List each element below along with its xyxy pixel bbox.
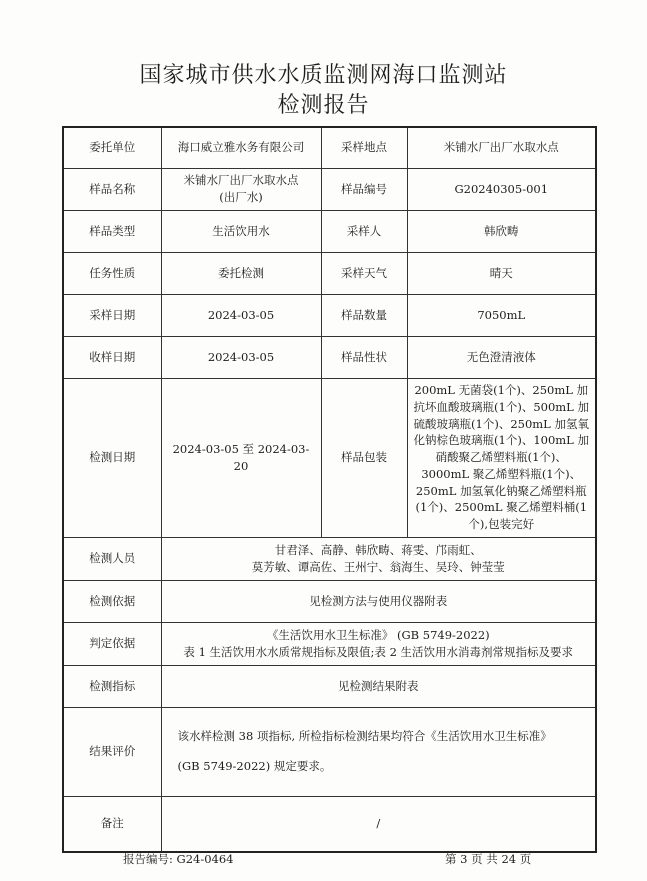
- sample-name-label: 样品名称: [63, 168, 161, 210]
- table-row: [63, 622, 596, 665]
- test-date-label: 检测日期: [63, 378, 161, 537]
- judge-label: 判定依据: [63, 622, 161, 665]
- sample-name-value: [161, 168, 321, 210]
- eval-label: 结果评价: [63, 707, 161, 796]
- weather-label: 采样天气: [321, 252, 407, 294]
- qty-value: 7050mL: [407, 294, 596, 336]
- report-org-title: 国家城市供水水质监测网海口监测站: [139, 63, 508, 88]
- page-indicator: 第 3 页 共 24 页: [445, 852, 532, 866]
- receipt-date-label: 收样日期: [63, 336, 161, 378]
- table-row: [63, 252, 596, 294]
- table-row: [63, 168, 596, 210]
- table-row: [63, 580, 596, 622]
- eval-value: [161, 707, 596, 796]
- note-label: 备注: [63, 796, 161, 852]
- table-row: [63, 336, 596, 378]
- note-value: /: [161, 796, 596, 852]
- sample-type-value: 生活饮用水: [161, 210, 321, 252]
- weather-value: 晴天: [407, 252, 596, 294]
- sampling-date-label: 采样日期: [63, 294, 161, 336]
- client-value: 海口威立雅水务有限公司: [161, 127, 321, 168]
- sample-name-line2: (出厂水): [219, 190, 263, 204]
- table-row: [63, 127, 596, 168]
- sample-name-line1: 米铺水厂出厂水取水点: [183, 173, 299, 188]
- sampler-label: 采样人: [321, 210, 407, 252]
- sample-no-value: G20240305-001: [407, 168, 596, 210]
- judge-value: [161, 622, 596, 665]
- staff-line2: 莫芳敏、谭高佐、王州宁、翁海生、吴玲、钟莹莹: [251, 559, 505, 574]
- table-row: [63, 537, 596, 580]
- appearance-value: 无色澄清液体: [407, 336, 596, 378]
- table-row: [63, 378, 596, 537]
- site-label: 采样地点: [321, 127, 407, 168]
- indicator-label: 检测指标: [63, 665, 161, 707]
- site-value: 米铺水厂出厂水取水点: [407, 127, 596, 168]
- staff-label: 检测人员: [63, 537, 161, 580]
- qty-label: 样品数量: [321, 294, 407, 336]
- client-label: 委托单位: [63, 127, 161, 168]
- sampler-value: 韩欣畴: [407, 210, 596, 252]
- task-value: 委托检测: [161, 252, 321, 294]
- staff-line1: 甘君泽、高静、韩欣畴、蒋雯、邝雨虹、: [274, 542, 482, 557]
- sample-type-label: 样品类型: [63, 210, 161, 252]
- sampling-date-value: 2024-03-05: [161, 294, 321, 336]
- test-date-value: 2024-03-05 至 2024-03-20: [161, 378, 321, 537]
- receipt-date-value: 2024-03-05: [161, 336, 321, 378]
- table-row: [63, 707, 596, 796]
- indicator-value: 见检测结果附表: [161, 665, 596, 707]
- packaging-value: 200mL 无菌袋(1个)、250mL 加抗坏血酸玻璃瓶(1个)、500mL 加硫酸玻璃瓶(1个)、250mL 加氢氧化钠棕色玻璃瓶(1个)、100mL 加硝酸聚乙烯塑料瓶(1个)、3000mL 聚乙烯塑料瓶(1个)、250mL 加氢氧化钠聚乙烯塑料瓶(1个)、2500mL 聚乙烯塑料桶(1个),包装完好: [407, 378, 596, 537]
- table-row: [63, 294, 596, 336]
- report-table: [62, 126, 597, 853]
- eval-line1: 该水样检测 38 项指标, 所检指标检测结果均符合《生活饮用水卫生标准》: [177, 728, 552, 743]
- table-row: [63, 665, 596, 707]
- table-row: [63, 210, 596, 252]
- appearance-label: 样品性状: [321, 336, 407, 378]
- sample-no-label: 样品编号: [321, 168, 407, 210]
- task-label: 任务性质: [63, 252, 161, 294]
- judge-line2: 表 1 生活饮用水水质常规指标及限值;表 2 生活饮用水消毒剂常规指标及要求: [183, 644, 574, 659]
- basis-label: 检测依据: [63, 580, 161, 622]
- eval-line2: (GB 5749-2022) 规定要求。: [177, 758, 332, 773]
- report-title: 检测报告: [277, 93, 370, 118]
- packaging-label: 样品包装: [321, 378, 407, 537]
- staff-value: [161, 537, 596, 580]
- basis-value: 见检测方法与使用仪器附表: [161, 580, 596, 622]
- table-row: [63, 796, 596, 852]
- judge-line1: 《生活饮用水卫生标准》 (GB 5749-2022): [266, 627, 490, 642]
- report-number: 报告编号: G24-0464: [123, 852, 234, 866]
